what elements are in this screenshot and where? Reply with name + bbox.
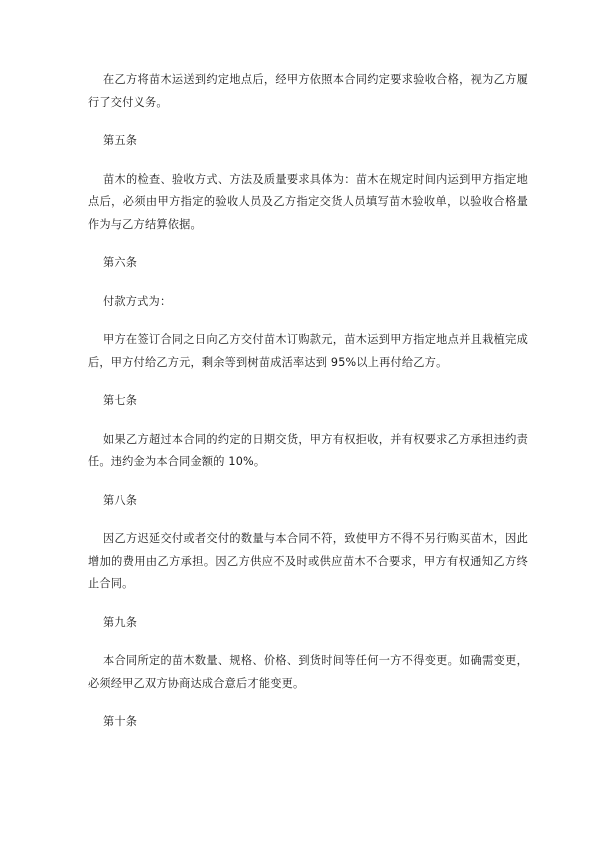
- article-heading-6: 第六条: [103, 256, 138, 269]
- paragraph-inspection-method: 苗木的检查、验收方式、方法及质量要求具体为：苗木在规定时间内运到甲方指定地点后，必须由甲方指定的验收人员及乙方指定交货人员填写苗木验收单，以验收合格量作为与乙方结算依据。: [88, 172, 528, 231]
- article-heading-9: 第九条: [103, 615, 138, 629]
- article-heading-10: 第十条: [103, 715, 138, 728]
- paragraph-delivery-acceptance: 在乙方将苗木运送到约定地点后，经甲方依照本合同约定要求验收合格，视为乙方履行了交付义务。: [88, 73, 528, 109]
- article-heading-7: 第七条: [103, 394, 138, 407]
- paragraph-late-delivery: 如果乙方超过本合同的约定的日期交货，甲方有权拒收，并有权要求乙方承担违约责任。违约金为本合同金额的 10%。: [88, 432, 528, 468]
- article-heading-5: 第五条: [103, 134, 138, 147]
- paragraph-no-changes: 本合同所定的苗木数量、规格、价格、到货时间等任何一方不得变更。如确需变更，必须经甲乙双方协商达成合意后才能变更。: [88, 654, 528, 690]
- document-body: [88, 69, 528, 734]
- paragraph-payment-terms: 甲方在签订合同之日向乙方交付苗木订购款元，苗木运到甲方指定地点并且栽植完成后，甲方付给乙方元，剩余等到树苗成活率达到 95%以上再付给乙方。: [88, 333, 528, 369]
- article-heading-8: 第八条: [103, 493, 138, 507]
- paragraph-payment-label: 付款方式为：: [103, 294, 172, 308]
- paragraph-delay-consequences: 因乙方迟延交付或者交付的数量与本合同不符，致使甲方不得不另行购买苗木，因此增加的费用由乙方承担。因乙方供应不及时或供应苗木不合要求，甲方有权通知乙方终止合同。: [88, 532, 528, 590]
